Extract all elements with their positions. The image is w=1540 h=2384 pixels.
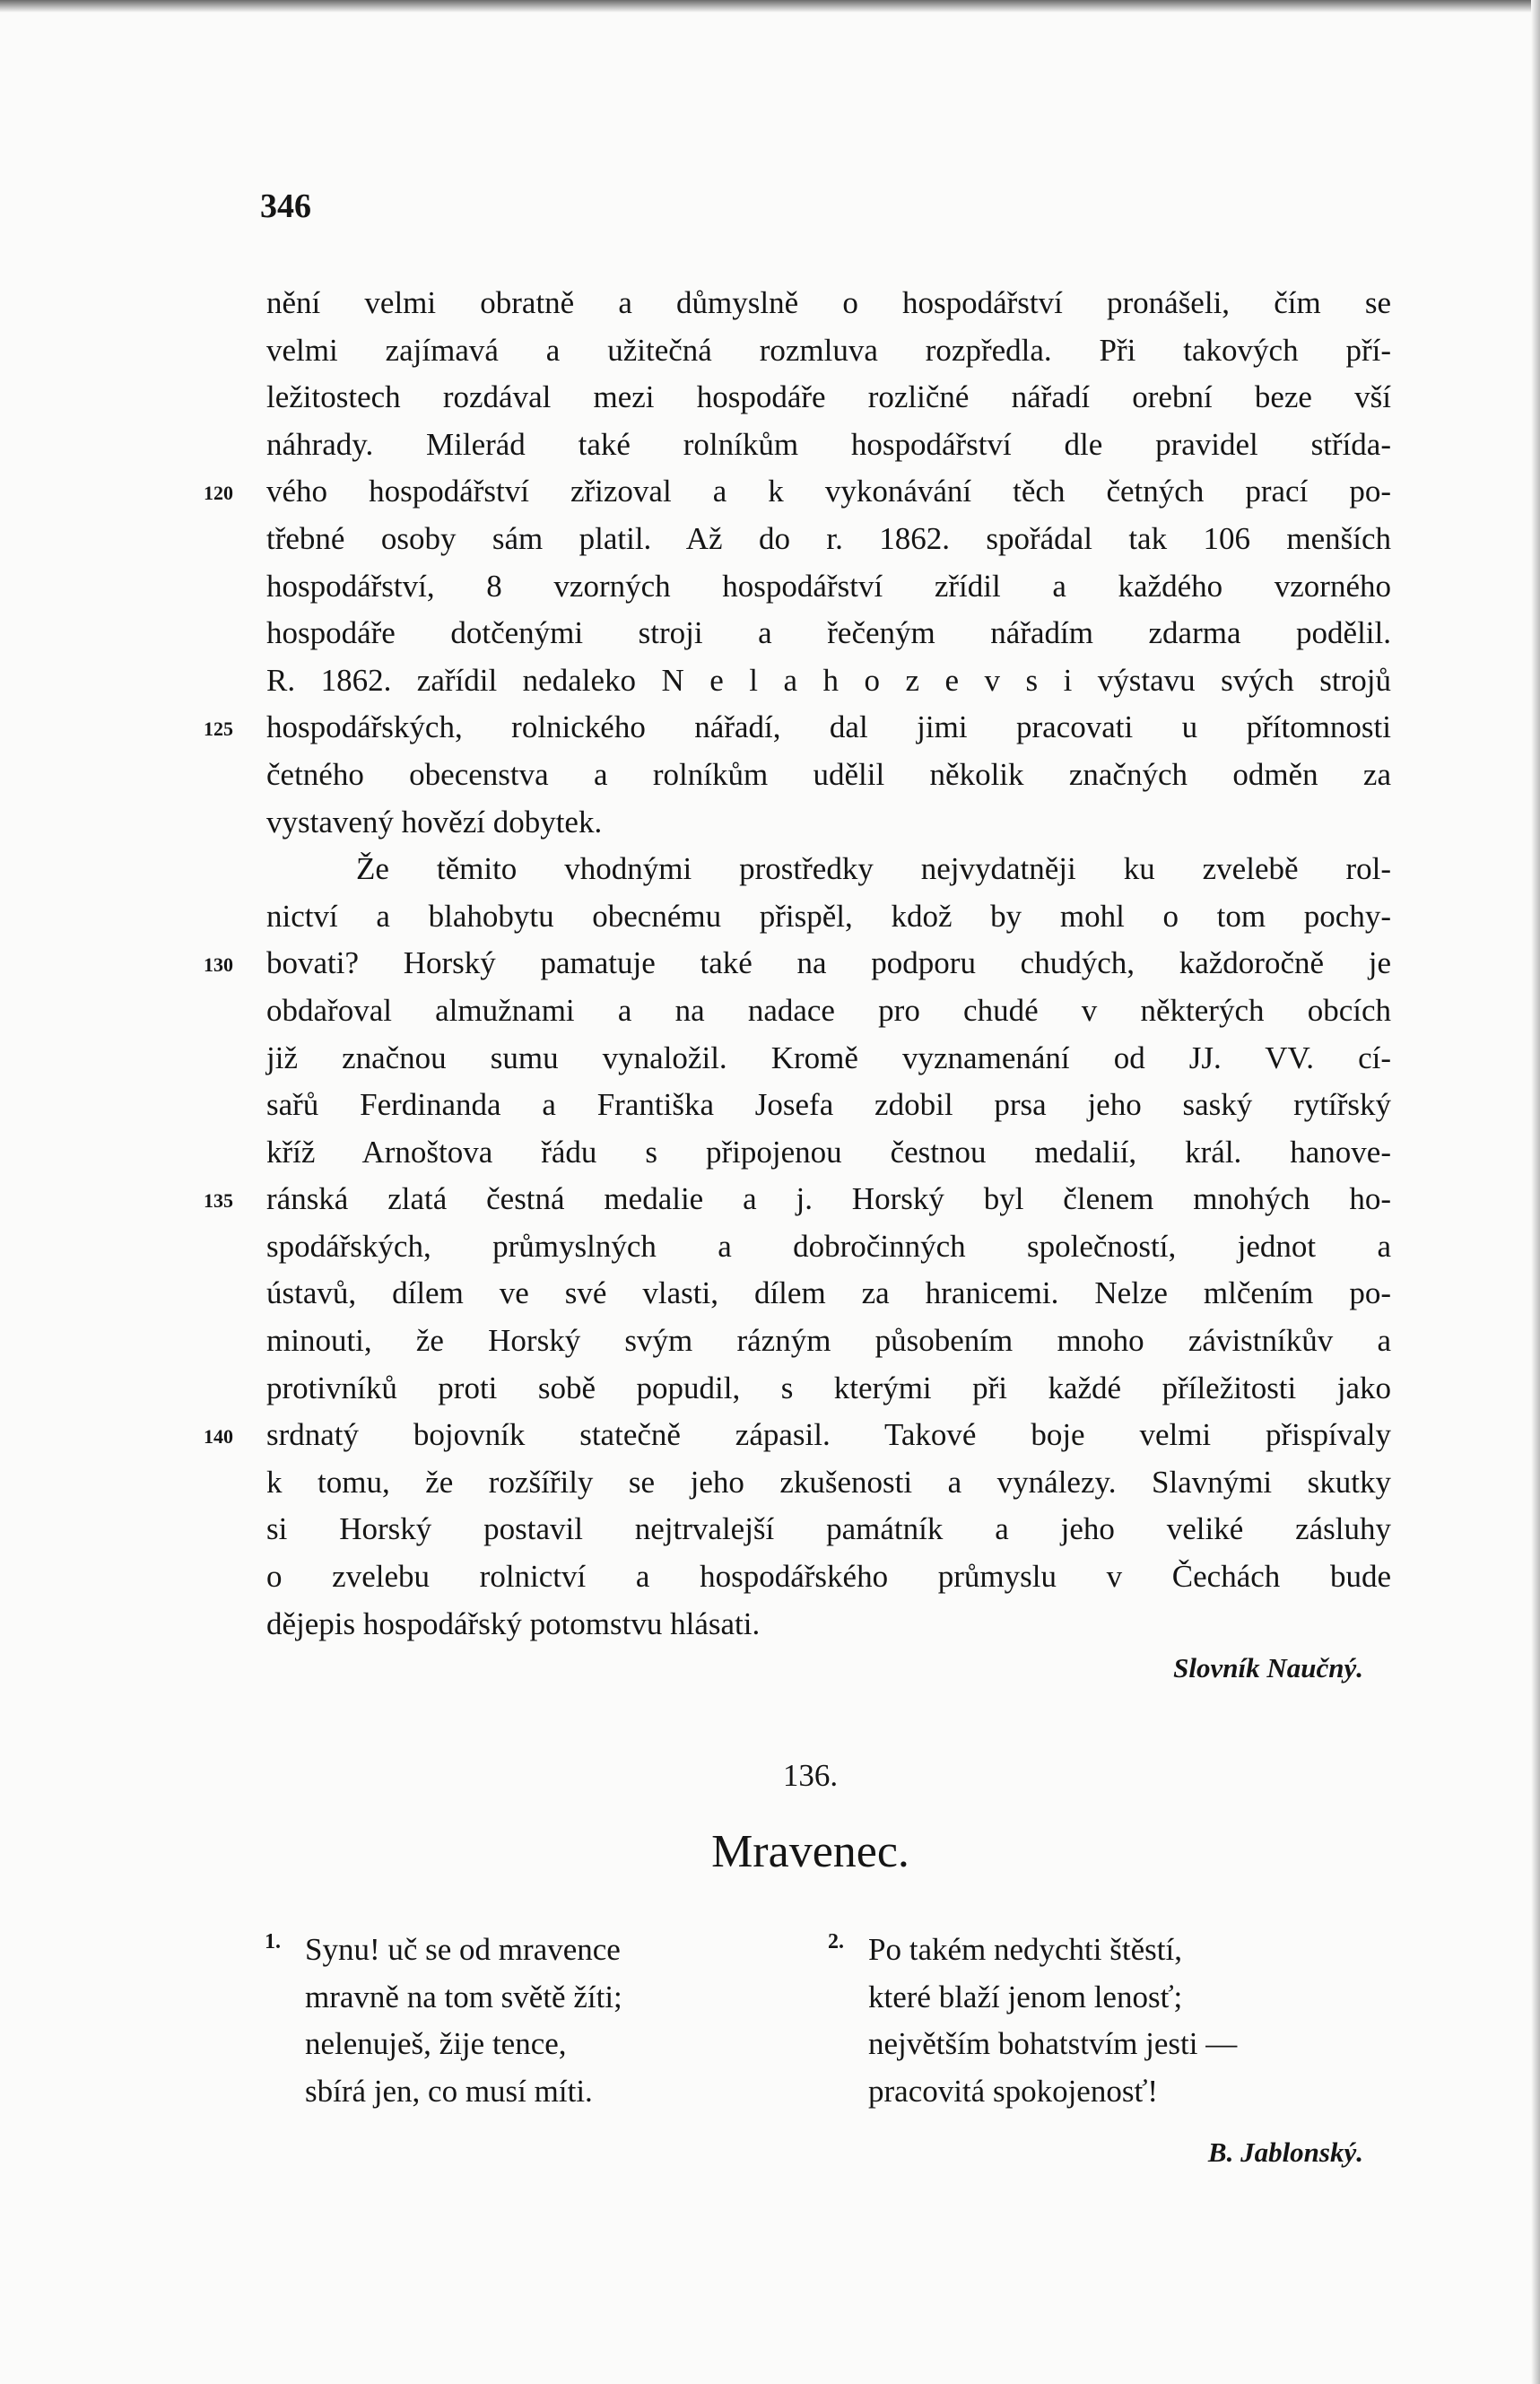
text-line-content: bovati? Horský pamatuje také na podporu chudých, každoročně je <box>266 945 1391 981</box>
text-line <box>266 1318 1391 1365</box>
text-line <box>266 1365 1391 1413</box>
text-line <box>266 657 1391 705</box>
scan-edge-right <box>1531 0 1540 2384</box>
text-line <box>266 1459 1391 1507</box>
text-line <box>204 1176 1391 1223</box>
text-line-content: vystavený hovězí dobytek. <box>266 804 603 840</box>
text-line <box>266 1223 1391 1271</box>
text-line <box>266 516 1391 563</box>
text-line-content: hospodářských, rolnického nářadí, dal jimi pracovati u přítomnosti <box>266 709 1391 745</box>
verse-line: Po takém nedychti štěstí, <box>868 1932 1182 1967</box>
text-line <box>204 940 1391 988</box>
text-line-content: hospodáře dotčenými stroji a řečeným nářadím zdarma podělil. <box>266 615 1391 651</box>
verse-line: mravně na tom světě žíti; <box>305 1979 622 2014</box>
text-line-content: velmi zajímavá a užitečná rozmluva rozpředla. Při takových pří- <box>266 332 1391 368</box>
text-line <box>266 422 1391 469</box>
text-line-content: R. 1862. zařídil nedaleko N e l a h o z e v s i výstavu svých strojů <box>266 662 1391 698</box>
text-line <box>204 1412 1391 1459</box>
line-number: 130 <box>204 953 233 977</box>
scan-edge-top <box>0 0 1540 13</box>
text-line-content: vého hospodářství zřizoval a k vykonávání těch četných prací po- <box>266 474 1391 509</box>
stanza-number: 2. <box>828 1930 844 1953</box>
text-line-content: náhrady. Milerád také rolníkům hospodářství dle pravidel střída- <box>266 426 1391 462</box>
text-line <box>266 846 1391 893</box>
text-line-content: ležitostech rozdával mezi hospodáře rozličné nářadí orební beze vší <box>266 379 1391 415</box>
text-line-content: sařů Ferdinanda a Františka Josefa zdobil prsa jeho saský rytířský <box>266 1087 1391 1123</box>
article-body <box>204 280 1391 1648</box>
text-line <box>266 893 1391 941</box>
verse-line: největším bohatstvím jesti — <box>868 2026 1238 2062</box>
text-line-content: o zvelebu rolnictví a hospodářského průmyslu v Čechách bude <box>266 1559 1391 1595</box>
text-line <box>266 1506 1391 1553</box>
stanza-2 <box>828 1927 1238 2115</box>
text-line <box>266 563 1391 611</box>
text-line-content: ránská zlatá čestná medalie a j. Horský byl členem mnohých ho- <box>266 1181 1391 1217</box>
text-line <box>266 610 1391 657</box>
text-line-content: si Horský postavil nejtrvalejší památník a jeho veliké zásluhy <box>266 1511 1391 1547</box>
verse-line: sbírá jen, co musí míti. <box>305 2073 593 2109</box>
text-line-content: spodářských, průmyslných a dobročinných společností, jednot a <box>266 1228 1391 1264</box>
text-line-content: již značnou sumu vynaložil. Kromě vyznamenání od JJ. VV. cí- <box>266 1040 1391 1075</box>
text-line <box>266 799 1391 847</box>
line-number: 135 <box>204 1189 233 1213</box>
text-line-content: Že těmito vhodnými prostředky nejvydatněji ku zvelebě rol- <box>356 851 1391 887</box>
line-number: 120 <box>204 482 233 505</box>
text-line <box>266 1270 1391 1318</box>
text-line <box>266 327 1391 375</box>
verse-line: které blaží jenom lenosť; <box>868 1979 1183 2014</box>
text-line <box>266 1035 1391 1083</box>
poem-title: Mravenec. <box>711 1826 909 1877</box>
text-line <box>204 704 1391 752</box>
text-line <box>266 752 1391 799</box>
text-line <box>266 988 1391 1035</box>
text-line <box>266 1553 1391 1601</box>
text-line-content: nění velmi obratně a důmyslně o hospodářství pronášeli, čím se <box>266 285 1391 320</box>
text-line-content: dějepis hospodářský potomstvu hlásati. <box>266 1605 761 1641</box>
text-line-content: protivníků proti sobě popudil, s kterými při každé příležitosti jako <box>266 1370 1391 1405</box>
text-line <box>266 374 1391 422</box>
text-line-content: minouti, že Horský svým rázným působením mnoho závistníkův a <box>266 1323 1391 1359</box>
text-line-content: k tomu, že rozšířily se jeho zkušenosti a vynálezy. Slavnými skutky <box>266 1464 1391 1500</box>
text-line-content: hospodářství, 8 vzorných hospodářství zřídil a každého vzorného <box>266 568 1391 604</box>
text-line-content: srdnatý bojovník statečně zápasil. Takové boje velmi přispívaly <box>266 1417 1391 1453</box>
poem-author: B. Jablonský. <box>1207 2136 1363 2168</box>
verse-line: nelenuješ, žije tence, <box>305 2026 567 2062</box>
text-line-content: třebné osoby sám platil. Až do r. 1862. spořádal tak 106 menších <box>266 520 1391 556</box>
text-line-content: kříž Arnoštova řádu s připojenou čestnou medalií, král. hanove- <box>266 1134 1391 1170</box>
stanza-number: 1. <box>265 1930 281 1953</box>
text-line <box>266 1082 1391 1129</box>
source-attribution: Slovník Naučný. <box>1173 1652 1363 1684</box>
verse-line: Synu! uč se od mravence <box>305 1932 621 1967</box>
text-line-content: ústavů, dílem ve své vlasti, dílem za hranicemi. Nelze mlčením po- <box>266 1275 1391 1311</box>
text-line <box>266 280 1391 327</box>
line-number: 125 <box>204 718 233 741</box>
text-line <box>204 468 1391 516</box>
line-number: 140 <box>204 1425 233 1449</box>
text-line-content: nictví a blahobytu obecnému přispěl, kdož by mohl o tom pochy- <box>266 898 1391 934</box>
verse-line: pracovitá spokojenosť! <box>868 2073 1159 2109</box>
text-line-content: četného obecenstva a rolníkům udělil několik značných odměn za <box>266 756 1391 792</box>
text-line <box>266 1601 1391 1649</box>
poem-number: 136. <box>782 1758 839 1793</box>
text-line-content: obdařoval almužnami a na nadace pro chudé v některých obcích <box>266 992 1391 1028</box>
page-number: 346 <box>260 187 311 225</box>
stanza-1 <box>265 1927 622 2115</box>
text-line <box>266 1129 1391 1177</box>
